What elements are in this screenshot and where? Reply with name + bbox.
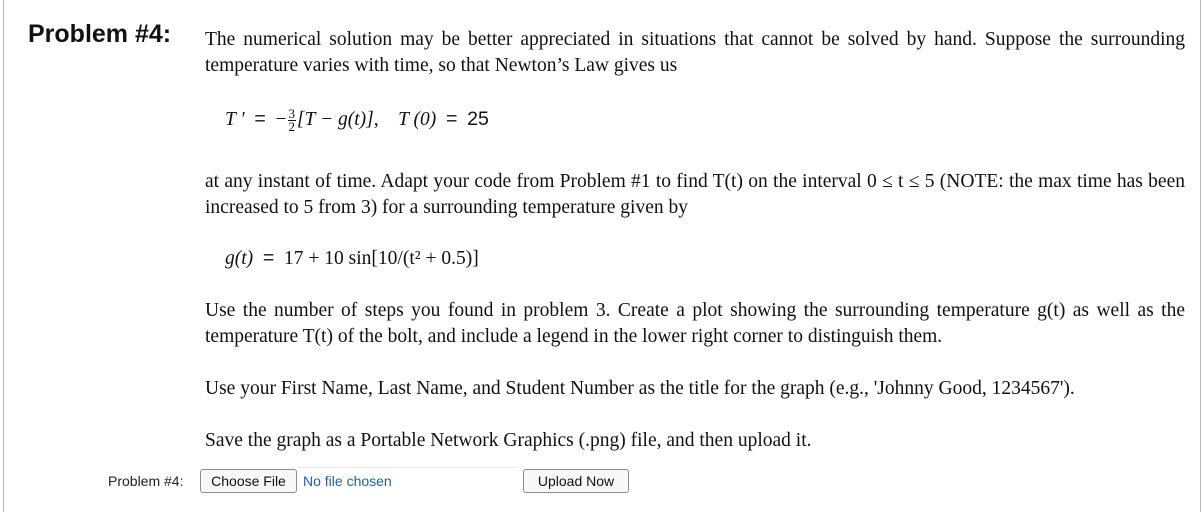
eq1-frac-den: 2 <box>288 119 296 135</box>
problem-para-plot: Use the number of steps you found in problem 3. Create a plot showing the surrounding temperature g(t) as well as the temperature T(t) of the bolt, and include a legend in the lower right corner to distinguish them. <box>205 300 1185 347</box>
eq1-ic-value: 25 <box>467 108 489 130</box>
upload-label: Problem #4: <box>108 473 184 489</box>
problem-heading: Problem #4: <box>28 20 172 48</box>
choose-file-button[interactable]: Choose File <box>200 469 297 493</box>
eq1-lhs: T ′ <box>225 109 245 130</box>
eq1-ic-lhs: T (0) <box>398 109 437 130</box>
problem-para-interval: at any instant of time. Adapt your code from Problem #1 to find T(t) on the interval 0 ≤ t ≤ 5 (NOTE: the max time has been increased to 5 from 3) for a surrounding temperature given by <box>205 171 1185 218</box>
eq2-equals: = <box>262 247 275 269</box>
file-status-text: No file chosen <box>303 473 392 489</box>
equation-surrounding <box>225 247 479 270</box>
eq1-frac-num: 3 <box>288 106 296 122</box>
eq1-equals: = <box>254 108 266 130</box>
upload-now-button[interactable]: Upload Now <box>523 469 629 493</box>
problem-para-save: Save the graph as a Portable Network Graphics (.png) file, and then upload it. <box>205 430 812 451</box>
problem-intro: The numerical solution may be better appreciated in situations that cannot be solved by hand. Suppose the surrounding temperature varies with time, so that Newton’s Law gives us <box>205 29 1185 76</box>
equation-newton <box>225 108 489 133</box>
eq1-ic-equals: = <box>446 108 458 130</box>
eq2-rhs: 17 + 10 sin[10/(t² + 0.5)] <box>284 248 479 269</box>
eq1-minus: − <box>275 109 287 130</box>
eq2-lhs: g(t) <box>225 248 254 269</box>
eq1-bracket: [T − g(t)], <box>297 109 379 130</box>
problem-para-title: Use your First Name, Last Name, and Student Number as the title for the graph (e.g., 'Johnny Good, 1234567'). <box>205 378 1075 399</box>
eq1-fraction <box>288 108 297 133</box>
file-input-divider <box>298 467 516 468</box>
